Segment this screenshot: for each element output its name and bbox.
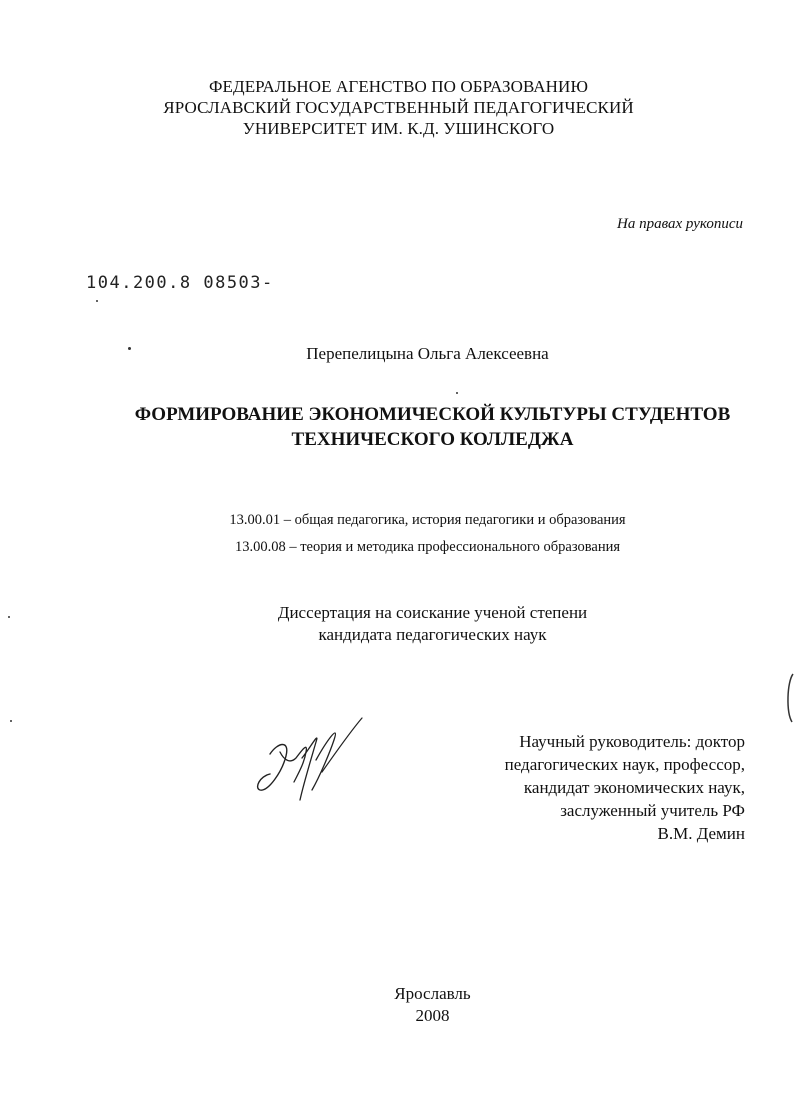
- specialty-2: 13.00.08 – теория и методика профессионального образования: [234, 539, 621, 555]
- city: Ярославль: [394, 984, 471, 1003]
- supervisor-line-1: Научный руководитель: доктор: [519, 732, 745, 751]
- scan-speck: [8, 616, 10, 618]
- supervisor-line-2: педагогических наук, профессор,: [504, 755, 745, 774]
- scan-speck: [96, 300, 98, 302]
- supervisor-name: В.М. Демин: [657, 824, 745, 843]
- specialty-1: 13.00.01 – общая педагогика, история педагогики и образования: [229, 512, 626, 528]
- year: 2008: [415, 1006, 450, 1025]
- author-name: Перепелицына Ольга Алексеевна: [306, 344, 549, 363]
- registration-stamp-number: 104.200.8 08503-: [86, 273, 274, 293]
- organization-header: [0, 76, 797, 139]
- scan-speck: [128, 347, 131, 350]
- place-and-year: [0, 983, 797, 1027]
- degree-line-2: кандидата педагогических наук: [318, 625, 547, 644]
- manuscript-rights-note: На правах рукописи: [617, 216, 743, 232]
- scan-speck: [456, 392, 458, 394]
- supervisor-line-3: кандидат экономических наук,: [523, 778, 745, 797]
- scan-speck: [10, 720, 12, 722]
- degree-statement: [0, 602, 797, 646]
- scientific-supervisor: [505, 730, 745, 845]
- title-line-1: ФОРМИРОВАНИЕ ЭКОНОМИЧЕСКОЙ КУЛЬТУРЫ СТУДЕНТОВ: [134, 404, 731, 425]
- title-line-2: ТЕХНИЧЕСКОГО КОЛЛЕДЖА: [291, 429, 574, 450]
- handwritten-signature: [250, 712, 370, 808]
- supervisor-line-4: заслуженный учитель РФ: [560, 801, 745, 820]
- org-line-1: ФЕДЕРАЛЬНОЕ АГЕНСТВО ПО ОБРАЗОВАНИЮ: [208, 77, 589, 96]
- scan-edge-mark: [783, 672, 795, 724]
- degree-line-1: Диссертация на соискание ученой степени: [277, 603, 588, 622]
- org-line-2: ЯРОСЛАВСКИЙ ГОСУДАРСТВЕННЫЙ ПЕДАГОГИЧЕСКИЙ: [163, 98, 634, 117]
- dissertation-title: [0, 402, 797, 452]
- org-line-3: УНИВЕРСИТЕТ ИМ. К.Д. УШИНСКОГО: [242, 119, 555, 138]
